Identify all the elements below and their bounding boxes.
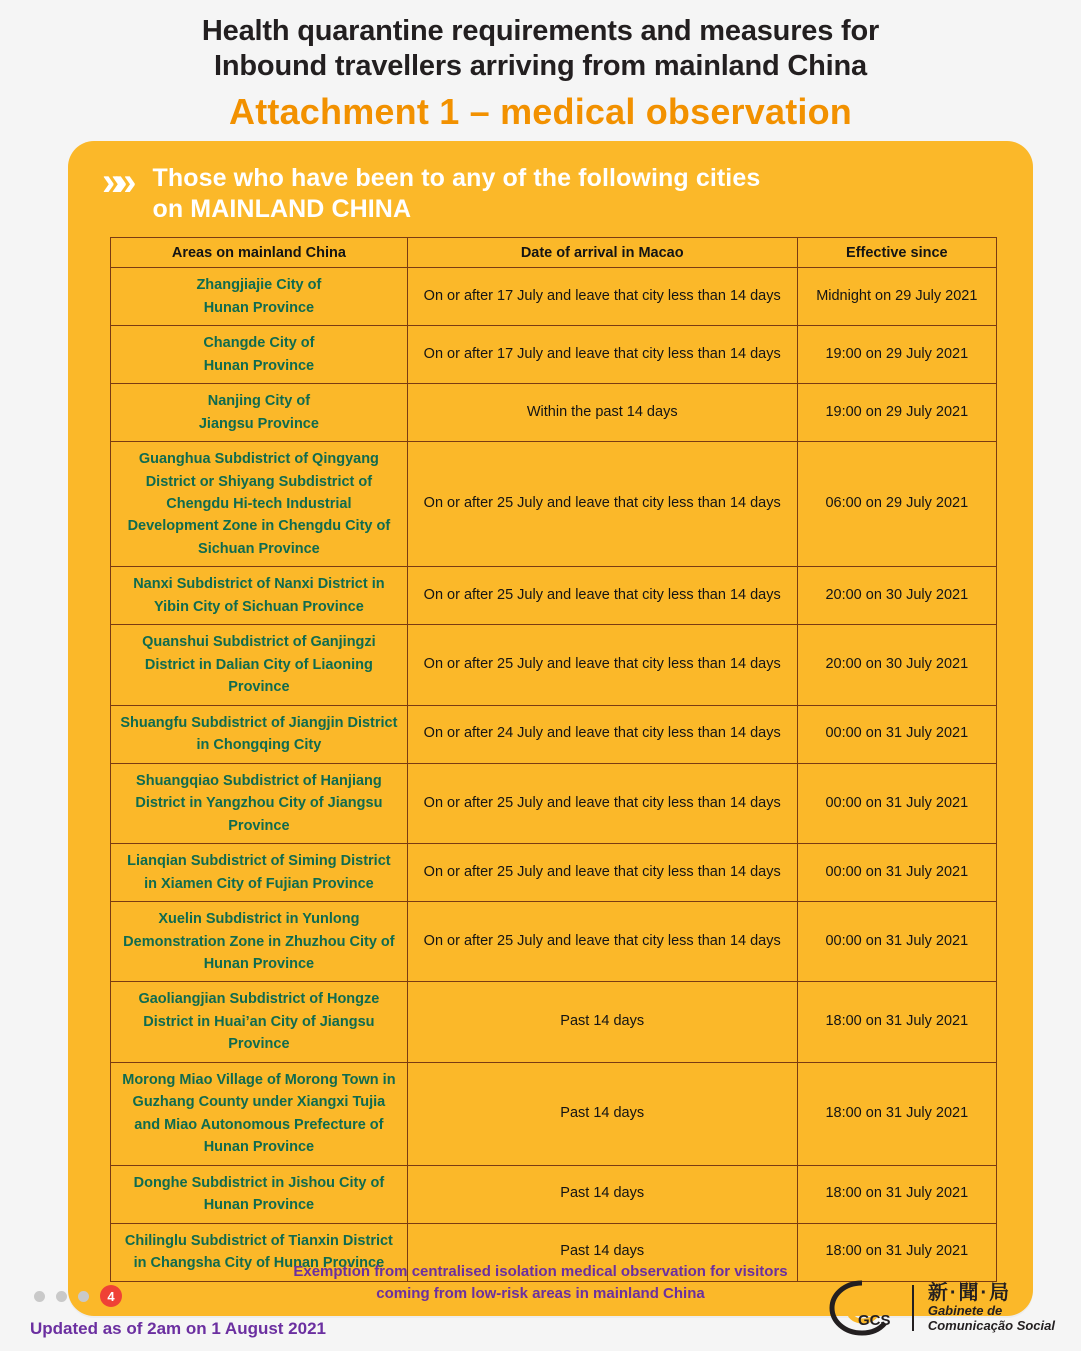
logo-text-cn: 新·聞·局	[927, 1282, 1012, 1305]
table-row	[111, 268, 997, 326]
table-header-row	[111, 238, 997, 268]
table-row	[111, 384, 997, 442]
cell-effective-since: 00:00 on 31 July 2021	[797, 705, 996, 763]
cell-area: Nanxi Subdistrict of Nanxi District in Yibin City of Sichuan Province	[111, 567, 408, 625]
table-row	[111, 763, 997, 843]
page-header	[0, 0, 1081, 133]
areas-table	[110, 237, 997, 1281]
cell-arrival-date: On or after 24 July and leave that city less than 14 days	[407, 705, 797, 763]
cell-area: Guanghua Subdistrict of Qingyang District or Shiyang Subdistrict of Chengdu Hi-tech Industrial Development Zone in Chengdu City of Sichuan Province	[111, 442, 408, 567]
cell-area: Shuangfu Subdistrict of Jiangjin District in Chongqing City	[111, 705, 408, 763]
table-row	[111, 625, 997, 705]
cell-arrival-date: On or after 25 July and leave that city less than 14 days	[407, 844, 797, 902]
cell-arrival-date: Past 14 days	[407, 1223, 797, 1281]
table-row	[111, 326, 997, 384]
cell-effective-since: 19:00 on 29 July 2021	[797, 384, 996, 442]
footer-note-line2: coming from low-risk areas in mainland China	[376, 1284, 705, 1302]
cell-area: Changde City of Hunan Province	[111, 326, 408, 384]
cell-effective-since: 06:00 on 29 July 2021	[797, 442, 996, 567]
footer-note-line1: Exemption from centralised isolation medical observation for visitors	[293, 1263, 788, 1280]
page-dot-1[interactable]	[34, 1291, 45, 1302]
cell-effective-since: 20:00 on 30 July 2021	[797, 625, 996, 705]
cell-area: Zhangjiajie City of Hunan Province	[111, 268, 408, 326]
column-header-effective-since: Effective since	[797, 238, 996, 268]
banner-text	[153, 163, 761, 226]
column-header-arrival-date: Date of arrival in Macao	[407, 238, 797, 268]
cell-area: Quanshui Subdistrict of Ganjingzi District in Dalian City of Liaoning Province	[111, 625, 408, 705]
logo-text-pt-line1: Gabinete de	[927, 1303, 1003, 1319]
card-banner	[68, 155, 1033, 236]
content-card	[68, 141, 1033, 1316]
cell-area: Donghe Subdistrict in Jishou City of Hunan Province	[111, 1165, 408, 1223]
gcs-logo-icon	[828, 1279, 898, 1337]
logo-text-pt-line2: Comunicação Social	[927, 1318, 1055, 1333]
cell-arrival-date: Past 14 days	[407, 982, 797, 1062]
page-indicator-dots[interactable]	[34, 1285, 122, 1307]
table-row	[111, 1165, 997, 1223]
areas-table-body	[111, 268, 997, 1281]
page-footer	[0, 1255, 1081, 1351]
double-chevron-right-icon: »»	[102, 159, 127, 204]
cell-effective-since: 00:00 on 31 July 2021	[797, 844, 996, 902]
cell-effective-since: 00:00 on 31 July 2021	[797, 763, 996, 843]
cell-area: Lianqian Subdistrict of Siming District in Xiamen City of Fujian Province	[111, 844, 408, 902]
table-row	[111, 982, 997, 1062]
table-row	[111, 567, 997, 625]
cell-effective-since: 20:00 on 30 July 2021	[797, 567, 996, 625]
cell-effective-since: Midnight on 29 July 2021	[797, 268, 996, 326]
cell-effective-since: 18:00 on 31 July 2021	[797, 1062, 996, 1165]
page-title	[40, 14, 1041, 85]
cell-area: Gaoliangjian Subdistrict of Hongze District in Huai’an City of Jiangsu Province	[111, 982, 408, 1062]
page-dot-2[interactable]	[56, 1291, 67, 1302]
cell-arrival-date: On or after 25 July and leave that city less than 14 days	[407, 567, 797, 625]
cell-area: Shuangqiao Subdistrict of Hanjiang District in Yangzhou City of Jiangsu Province	[111, 763, 408, 843]
column-header-areas: Areas on mainland China	[111, 238, 408, 268]
cell-arrival-date: On or after 17 July and leave that city less than 14 days	[407, 268, 797, 326]
table-row	[111, 902, 997, 982]
page-title-line2: Inbound travellers arriving from mainland China	[214, 50, 867, 83]
cell-arrival-date: Within the past 14 days	[407, 384, 797, 442]
page-dot-3[interactable]	[78, 1291, 89, 1302]
page-dot-4-active[interactable]: 4	[100, 1285, 122, 1307]
cell-arrival-date: Past 14 days	[407, 1165, 797, 1223]
cell-arrival-date: On or after 25 July and leave that city less than 14 days	[407, 625, 797, 705]
cell-effective-since: 19:00 on 29 July 2021	[797, 326, 996, 384]
banner-line1: Those who have been to any of the following cities	[152, 163, 761, 192]
logo-text	[928, 1282, 1055, 1334]
table-row	[111, 844, 997, 902]
table-row	[111, 1062, 997, 1165]
cell-area: Nanjing City of Jiangsu Province	[111, 384, 408, 442]
cell-area: Xuelin Subdistrict in Yunlong Demonstration Zone in Zhuzhou City of Hunan Province	[111, 902, 408, 982]
cell-effective-since: 18:00 on 31 July 2021	[797, 982, 996, 1062]
cell-area: Morong Miao Village of Morong Town in Guzhang County under Xiangxi Tujia and Miao Autonomous Prefecture of Hunan Province	[111, 1062, 408, 1165]
cell-effective-since: 18:00 on 31 July 2021	[797, 1165, 996, 1223]
page-subtitle: Attachment 1 – medical observation	[229, 90, 852, 132]
cell-arrival-date: On or after 25 July and leave that city less than 14 days	[407, 442, 797, 567]
cell-arrival-date: On or after 25 July and leave that city less than 14 days	[407, 763, 797, 843]
updated-timestamp: Updated as of 2am on 1 August 2021	[30, 1319, 326, 1338]
cell-arrival-date: On or after 25 July and leave that city less than 14 days	[407, 902, 797, 982]
logo-divider	[912, 1285, 914, 1331]
cell-effective-since: 18:00 on 31 July 2021	[797, 1223, 996, 1281]
svg-text:GCS: GCS	[857, 1312, 891, 1329]
table-row	[111, 705, 997, 763]
page-title-line1: Health quarantine requirements and measures for	[201, 15, 880, 47]
banner-line2: on MAINLAND CHINA	[152, 195, 412, 223]
gcs-logo	[828, 1279, 1055, 1337]
table-row	[111, 442, 997, 567]
cell-arrival-date: On or after 17 July and leave that city less than 14 days	[407, 326, 797, 384]
areas-table-wrapper	[110, 237, 997, 1281]
cell-area: Chilinglu Subdistrict of Tianxin District in Changsha City of Hunan Province	[111, 1223, 408, 1281]
cell-effective-since: 00:00 on 31 July 2021	[797, 902, 996, 982]
cell-arrival-date: Past 14 days	[407, 1062, 797, 1165]
